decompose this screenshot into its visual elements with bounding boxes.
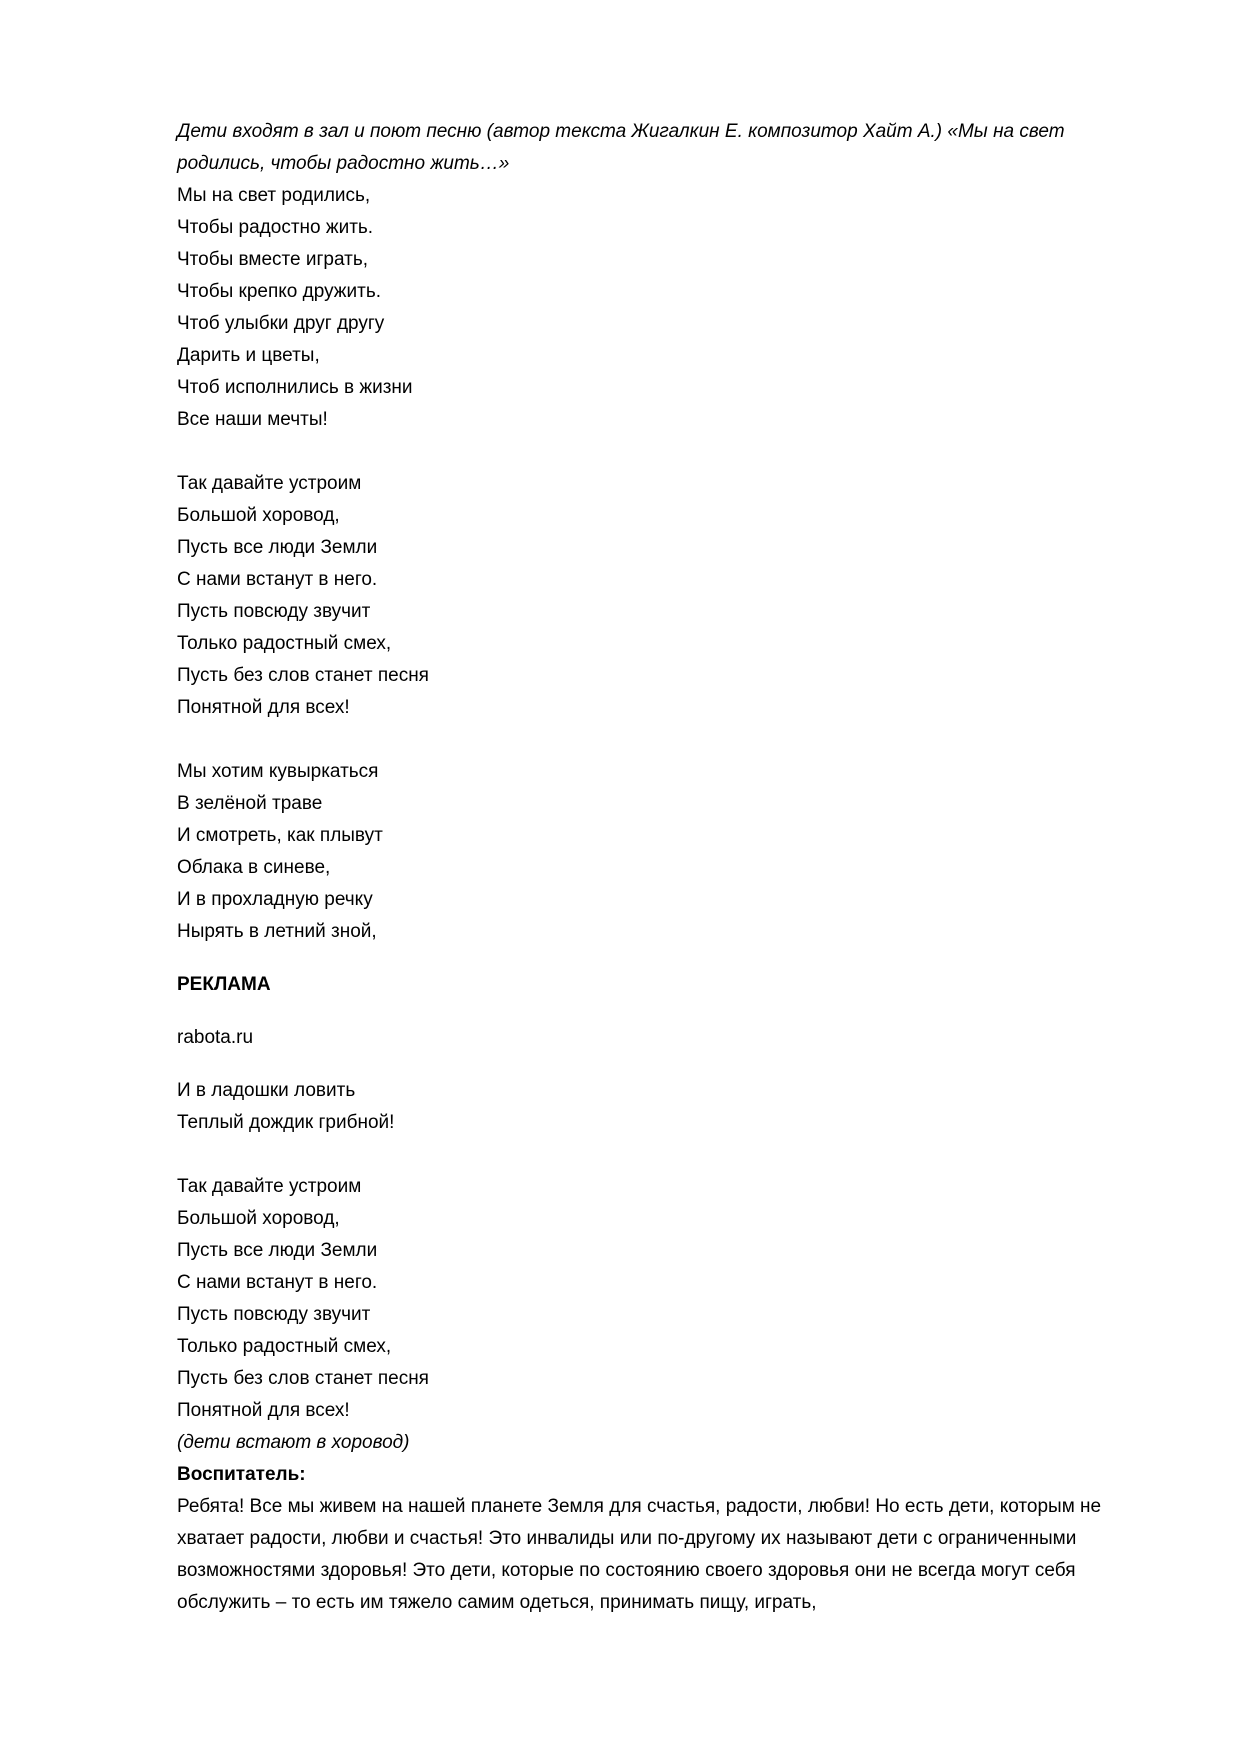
- ad-label: РЕКЛАМА: [177, 974, 271, 995]
- speaker-label: Воспитатель:: [177, 1464, 306, 1485]
- document-page: [177, 116, 1137, 1619]
- ad-link[interactable]: rabota.ru: [177, 1027, 254, 1048]
- lyric-line: Только радостный смех,: [177, 633, 392, 654]
- lyric-line: В зелёной траве: [177, 793, 323, 814]
- lyric-line: Большой хоровод,: [177, 1208, 340, 1229]
- lyric-line: Чтоб улыбки друг другу: [177, 313, 385, 334]
- lyric-line: Пусть все люди Земли: [177, 1240, 378, 1261]
- lyric-line: Чтобы крепко дружить.: [177, 281, 381, 302]
- lyric-line: Понятной для всех!: [177, 697, 350, 718]
- lyric-line: Дарить и цветы,: [177, 345, 320, 366]
- lyric-line: Пусть без слов станет песня: [177, 665, 429, 686]
- lyric-line: Пусть без слов станет песня: [177, 1368, 429, 1389]
- ad-block: [177, 969, 1137, 1054]
- lyric-line: Все наши мечты!: [177, 409, 328, 430]
- lyric-line: С нами встанут в него.: [177, 569, 378, 590]
- lyric-line: Чтобы вместе играть,: [177, 249, 369, 270]
- ad-gap: [177, 948, 1137, 969]
- lyric-line: И в ладошки ловить: [177, 1080, 356, 1101]
- lyric-line: Чтоб исполнились в жизни: [177, 377, 413, 398]
- stanza-1: [177, 180, 1137, 436]
- stanza-gap: [177, 1139, 1137, 1171]
- lyric-line: Теплый дождик грибной!: [177, 1112, 395, 1133]
- lyric-line: Чтобы радостно жить.: [177, 217, 374, 238]
- lyric-line: Так давайте устроим: [177, 473, 362, 494]
- lyric-line: Так давайте устроим: [177, 1176, 362, 1197]
- lyric-line: И в прохладную речку: [177, 889, 373, 910]
- speech-paragraph: Ребята! Все мы живем на нашей планете Земля для счастья, радости, любви! Но есть дети, которым не хватает радости, любви и счастья! Это инвалиды или по-другому их называют дети с ограниченными возможностями здоровья! Это дети, которые по состоянию своего здоровья они не всегда могут себя обслужить – то есть им тяжело самим одеться, принимать пищу, играть,: [177, 1496, 1102, 1613]
- ad-gap: [177, 1054, 1137, 1075]
- song-intro: Дети входят в зал и поют песню (автор текста Жигалкин Е. композитор Хайт А.) «Мы на свет родились, чтобы радостно жить…»: [177, 121, 1065, 174]
- lyric-line: И смотреть, как плывут: [177, 825, 383, 846]
- lyric-line: Пусть повсюду звучит: [177, 601, 371, 622]
- stage-direction: (дети встают в хоровод): [177, 1432, 410, 1453]
- stanza-2-end: [177, 1075, 1137, 1139]
- lyric-line: Пусть повсюду звучит: [177, 1304, 371, 1325]
- chorus-2: [177, 1171, 1137, 1427]
- lyric-line: Мы хотим кувыркаться: [177, 761, 379, 782]
- lyric-line: Понятной для всех!: [177, 1400, 350, 1421]
- lyric-line: Нырять в летний зной,: [177, 921, 377, 942]
- lyric-line: Большой хоровод,: [177, 505, 340, 526]
- stanza-gap: [177, 436, 1137, 468]
- chorus-1: [177, 468, 1137, 724]
- ad-gap: [177, 1001, 1137, 1022]
- lyric-line: Мы на свет родились,: [177, 185, 371, 206]
- lyric-line: С нами встанут в него.: [177, 1272, 378, 1293]
- lyric-line: Пусть все люди Земли: [177, 537, 378, 558]
- lyric-line: Только радостный смех,: [177, 1336, 392, 1357]
- stanza-2: [177, 756, 1137, 948]
- stanza-gap: [177, 724, 1137, 756]
- lyric-line: Облака в синеве,: [177, 857, 331, 878]
